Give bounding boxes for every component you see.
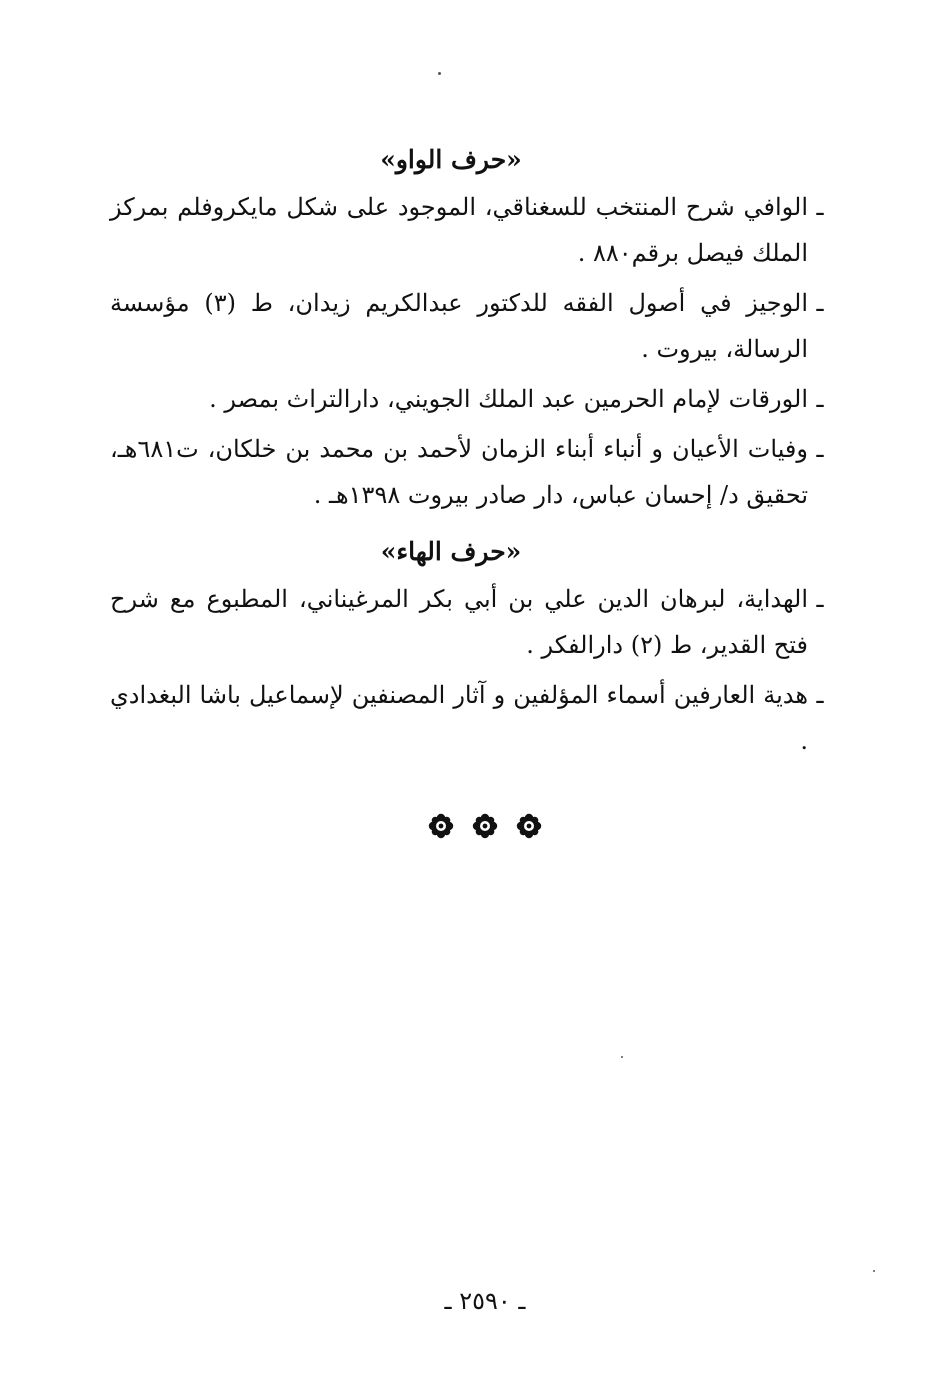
bibliography-content bbox=[110, 138, 832, 768]
bibliography-entry bbox=[110, 184, 832, 276]
flower-ornament-icon bbox=[516, 813, 542, 839]
section-end-ornaments bbox=[0, 813, 946, 839]
entry-marker: ـ bbox=[816, 385, 824, 413]
bibliography-entry bbox=[110, 576, 832, 668]
entry-text: هدية العارفين أسماء المؤلفين و آثار المصنفين لإسماعيل باشا البغدادي . bbox=[110, 681, 809, 755]
entry-text: الورقات لإمام الحرمين عبد الملك الجويني، دارالتراث بمصر . bbox=[209, 385, 808, 413]
entry-text: الهداية، لبرهان الدين علي بن أبي بكر المرغيناني، المطبوع مع شرح فتح القدير، ط (٢) دارالفكر . bbox=[110, 585, 808, 659]
bibliography-entry bbox=[110, 376, 832, 422]
bibliography-entry bbox=[110, 672, 832, 764]
flower-ornament-icon bbox=[428, 813, 454, 839]
entry-marker: ـ bbox=[816, 435, 824, 463]
entry-text: وفيات الأعيان و أنباء أبناء الزمان لأحمد بن محمد بن خلكان، ت٦٨١هـ، تحقيق د/ إحسان عباس، دار صادر بيروت ١٣٩٨هـ . bbox=[110, 435, 808, 509]
entry-marker: ـ bbox=[816, 289, 824, 317]
entry-marker: ـ bbox=[816, 585, 824, 613]
section-heading-waw: «حرف الواو» bbox=[380, 145, 522, 174]
bibliography-entry bbox=[110, 426, 832, 518]
flower-ornament-icon bbox=[472, 813, 498, 839]
entry-marker: ـ bbox=[816, 681, 824, 709]
scan-speck bbox=[438, 72, 441, 75]
bibliography-entry bbox=[110, 280, 832, 372]
scan-speck bbox=[873, 1270, 875, 1272]
scan-speck bbox=[621, 1056, 623, 1058]
section-heading-haa: «حرف الهاء» bbox=[380, 537, 522, 566]
entry-marker: ـ bbox=[816, 193, 824, 221]
entry-text: الوافي شرح المنتخب للسغناقي، الموجود على شكل مايكروفلم بمركز الملك فيصل برقم٨٨٠ . bbox=[110, 193, 808, 267]
entry-text: الوجيز في أصول الفقه للدكتور عبدالكريم زيدان، ط (٣) مؤسسة الرسالة، بيروت . bbox=[110, 289, 808, 363]
page-number: ـ ٢٥٩٠ ـ bbox=[444, 1287, 526, 1315]
